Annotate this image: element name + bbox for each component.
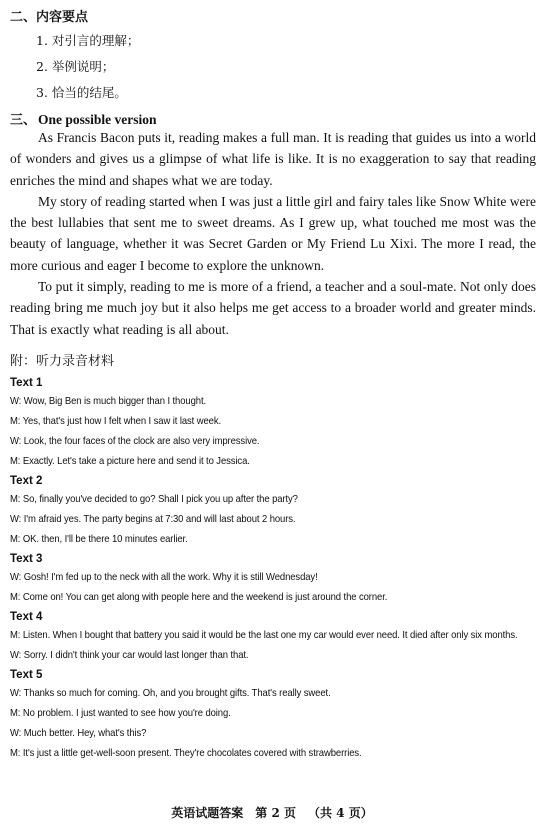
transcript-title: Text 5 [10, 669, 43, 681]
transcript-line: W: Much better. Hey, what's this? [10, 728, 147, 739]
transcript-line: W: Thanks so much for coming. Oh, and you brought gifts. That's really sweet. [10, 688, 331, 699]
transcript-line: M: Listen. When I bought that battery you said it would be the last one my car would ever need. It died after only six months. [10, 630, 518, 641]
content-point: 2. 举例说明； [36, 59, 115, 74]
content-point: 3. 恰当的结尾。 [36, 85, 127, 100]
transcript-line: M: It's just a little get-well-soon present. They're chocolates covered with strawberries. [10, 748, 362, 759]
transcript-title: Text 4 [10, 611, 43, 623]
transcript-title: Text 1 [10, 377, 43, 389]
footer-page-number: 第 2 页 [255, 806, 296, 820]
transcript-line: M: OK. then, I'll be there 10 minutes earlier. [10, 534, 188, 545]
page-footer [0, 804, 544, 821]
appendix-heading: 附：听力录音材料 [10, 354, 115, 369]
section-3-heading [10, 109, 157, 128]
essay-paragraph: My story of reading started when I was just a little girl and fairy tales like Snow White were the best lullabies that sent me to sweet dreams. As I grew up, what touched me most was the beauty of language, whether it was Secret Garden or My Friend Lu Xixi. The more I read, the more curious and eager I become to explore the unknown. [10, 193, 536, 273]
transcript-line: M: Yes, that's just how I felt when I saw it last week. [10, 416, 222, 427]
transcript-block [10, 472, 540, 550]
transcript-line: M: No problem. I just wanted to see how you're doing. [10, 708, 231, 719]
footer-subject: 英语试题答案 [171, 806, 244, 820]
transcript-line: W: Sorry. I didn't think your car would last longer than that. [10, 650, 249, 661]
transcript-block [10, 550, 540, 608]
transcript-title: Text 2 [10, 475, 43, 487]
content-points-list [36, 32, 139, 110]
section-2-heading: 二、内容要点 [10, 10, 89, 25]
listening-transcripts [10, 374, 540, 764]
transcript-line: M: Come on! You can get along with people here and the weekend is just around the corner. [10, 592, 388, 603]
essay-paragraph: To put it simply, reading to me is more of a friend, a teacher and a soul-mate. Not only does reading bring me much joy but it also helps me get access to a broader world and greater minds. That is exactly what reading is all about. [10, 279, 536, 337]
transcript-title: Text 3 [10, 553, 43, 565]
transcript-line: M: So, finally you've decided to go? Shall I pick you up after the party? [10, 494, 298, 505]
transcript-line: M: Exactly. Let's take a picture here and send it to Jessica. [10, 456, 250, 467]
transcript-line: W: I'm afraid yes. The party begins at 7:30 and will last about 2 hours. [10, 514, 296, 525]
transcript-line: W: Gosh! I'm fed up to the neck with all the work. Why it is still Wednesday! [10, 572, 318, 583]
section-3-title: One possible version [38, 112, 157, 127]
footer-total-pages: （共 4 页） [308, 806, 373, 820]
transcript-block [10, 608, 540, 666]
essay-paragraph: As Francis Bacon puts it, reading makes a full man. It is reading that guides us into a world of wonders and gives us a glimpse of what life is like. It is no exaggeration to say that reading enriches the mind and shapes what we are today. [10, 130, 536, 188]
section-3-number: 三、 [10, 113, 37, 128]
transcript-line: W: Wow, Big Ben is much bigger than I thought. [10, 396, 207, 407]
transcript-block [10, 374, 540, 472]
model-essay [10, 127, 536, 340]
transcript-line: W: Look, the four faces of the clock are also very impressive. [10, 436, 260, 447]
transcript-block [10, 666, 540, 764]
content-point: 1. 对引言的理解； [36, 33, 140, 48]
